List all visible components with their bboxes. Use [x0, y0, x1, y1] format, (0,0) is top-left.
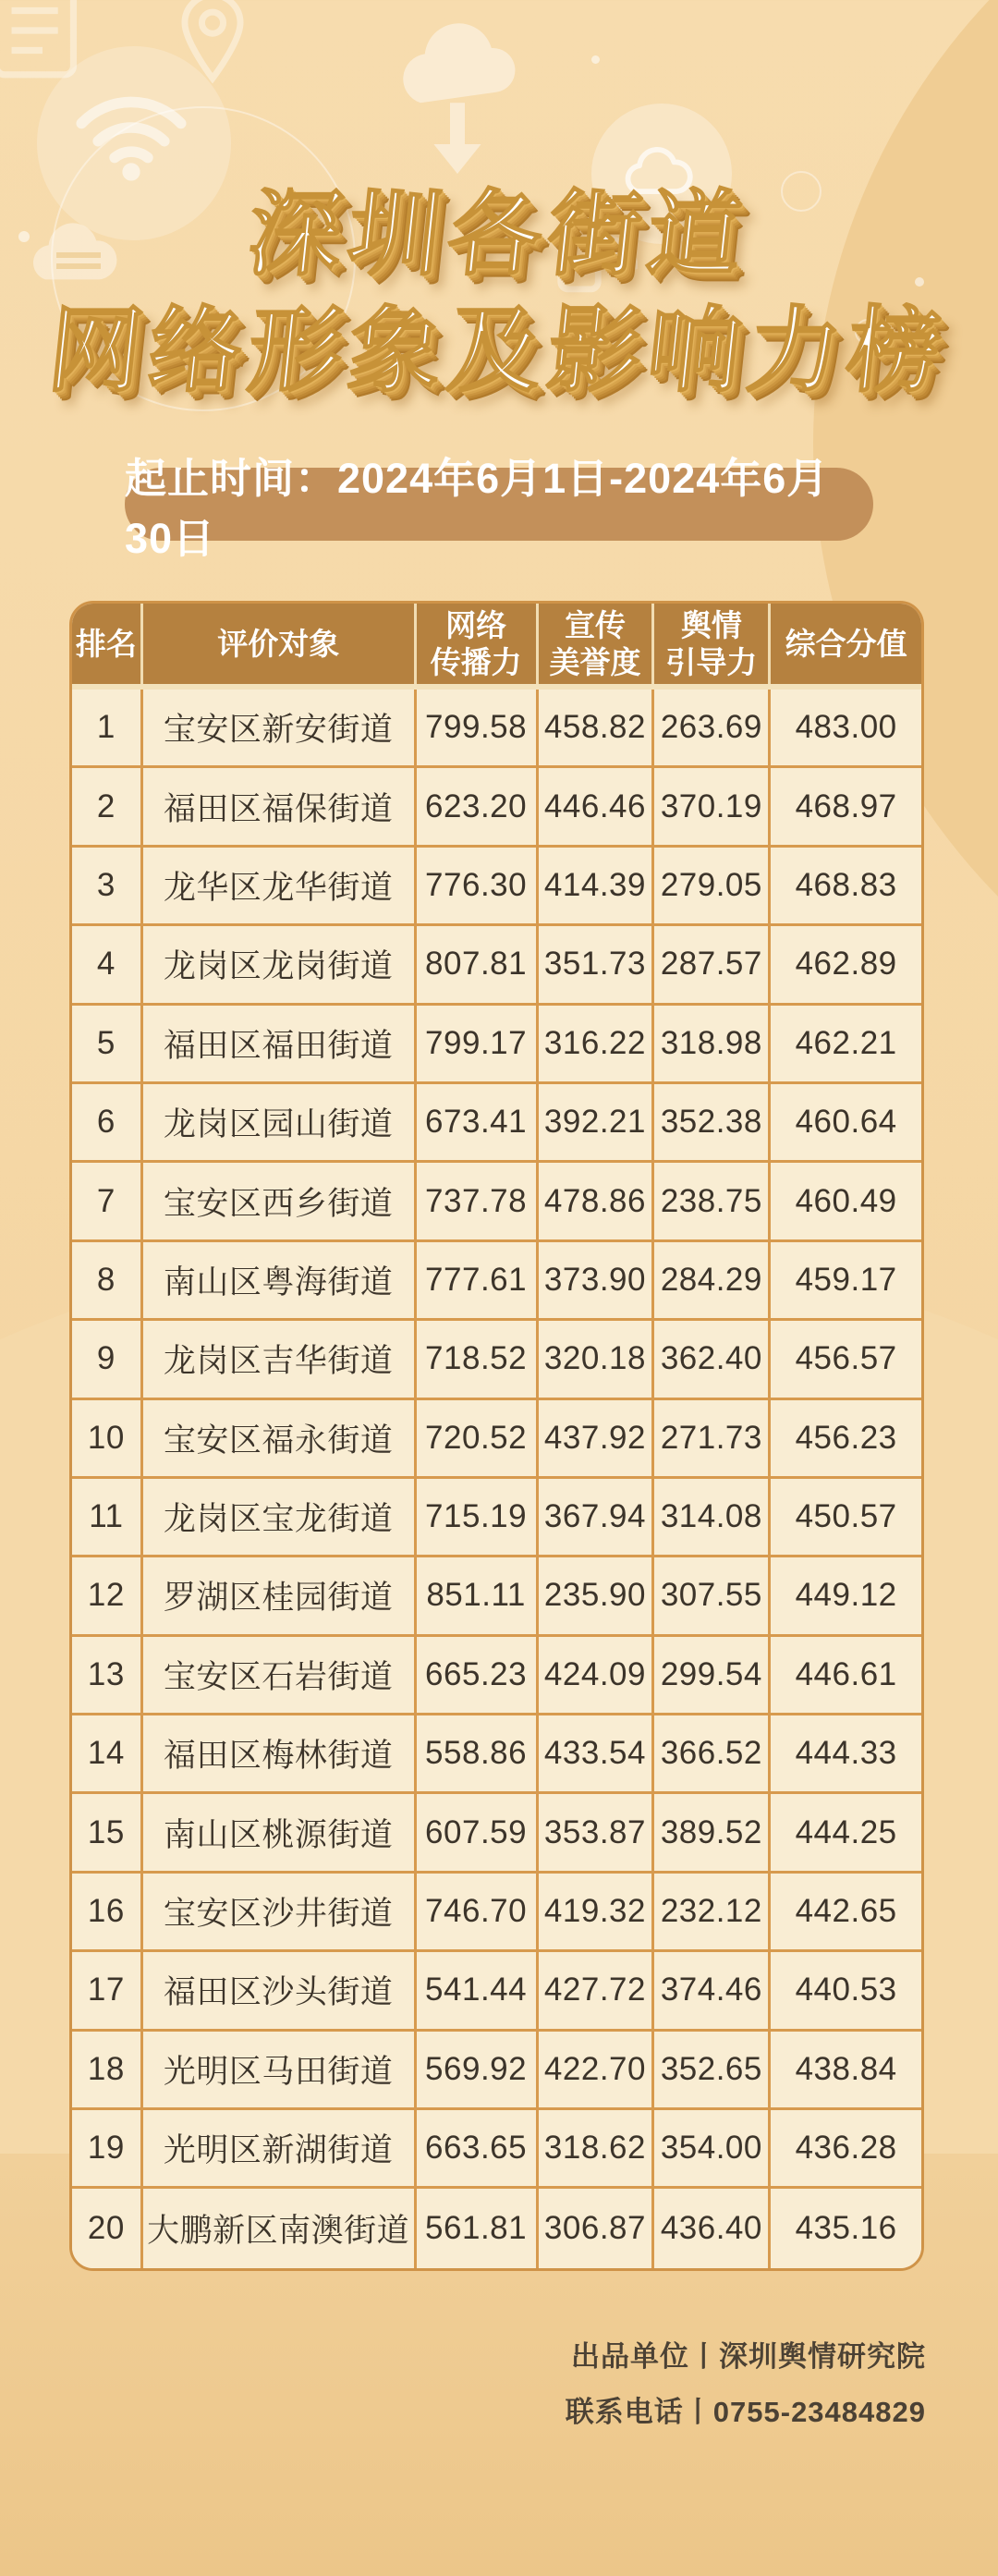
cell-publicity-reputation: 235.90: [539, 1557, 655, 1633]
cell-network-spread: 665.23: [417, 1637, 539, 1713]
cell-network-spread: 851.11: [417, 1557, 539, 1633]
cell-rank: 17: [72, 1952, 143, 2028]
decor-dot: [591, 55, 600, 64]
cell-street-name: 福田区梅林街道: [143, 1715, 417, 1791]
cell-street-name: 龙华区龙华街道: [143, 848, 417, 923]
cell-publicity-reputation: 414.39: [539, 848, 655, 923]
cell-network-spread: 718.52: [417, 1321, 539, 1397]
cell-rank: 13: [72, 1637, 143, 1713]
header-publicity-reputation-line1: 宣传: [564, 607, 626, 642]
cell-street-name: 宝安区石岩街道: [143, 1637, 417, 1713]
cell-opinion-guidance: 238.75: [654, 1163, 771, 1239]
cell-opinion-guidance: 299.54: [654, 1637, 771, 1713]
cell-street-name: 南山区桃源街道: [143, 1794, 417, 1870]
location-pin-icon: [174, 0, 251, 87]
cell-publicity-reputation: 318.62: [539, 2110, 655, 2186]
cell-rank: 4: [72, 926, 143, 1002]
cell-publicity-reputation: 316.22: [539, 1006, 655, 1081]
cell-rank: 1: [72, 690, 143, 765]
cell-publicity-reputation: 478.86: [539, 1163, 655, 1239]
cell-composite-score: 449.12: [795, 1577, 897, 1614]
table-row: [72, 1637, 921, 1715]
cell-street-name: 光明区新湖街道: [143, 2110, 417, 2186]
cell-network-spread: 799.58: [417, 690, 539, 765]
table-row: [72, 1952, 921, 2031]
cell-publicity-reputation: 392.21: [539, 1084, 655, 1160]
cell-composite-score: 468.97: [795, 787, 897, 824]
table-header-row: [72, 604, 921, 690]
cell-opinion-guidance: 307.55: [654, 1557, 771, 1633]
cell-composite-score: 456.23: [795, 1419, 897, 1456]
cell-network-spread: 569.92: [417, 2032, 539, 2107]
cell-street-name: 南山区粤海街道: [143, 1242, 417, 1318]
table-row: [72, 1557, 921, 1636]
cell-composite-score: 456.57: [795, 1340, 897, 1377]
cell-publicity-reputation: 351.73: [539, 926, 655, 1002]
cell-composite-score: 460.49: [795, 1182, 897, 1219]
cell-network-spread: 541.44: [417, 1952, 539, 2028]
period-text: 起止时间：2024年6月1日-2024年6月30日: [125, 454, 830, 562]
ranking-table: [69, 601, 924, 2271]
table-row: [72, 768, 921, 847]
table-row: [72, 2189, 921, 2267]
footer-producer: 出品单位丨深圳舆情研究院: [571, 2340, 926, 2373]
header-network-spread-line1: 网络: [445, 607, 507, 642]
cell-composite-score: 444.25: [795, 1813, 897, 1850]
header-composite-score-label: 综合分值: [785, 626, 907, 661]
cell-network-spread: 737.78: [417, 1163, 539, 1239]
header-opinion-guidance-line2: 引导力: [665, 644, 758, 679]
header-opinion-guidance: [654, 604, 771, 684]
header-network-spread-line2: 传播力: [430, 644, 522, 679]
cell-street-name: 光明区马田街道: [143, 2032, 417, 2107]
cell-street-name: 宝安区新安街道: [143, 690, 417, 765]
cell-publicity-reputation: 437.92: [539, 1400, 655, 1476]
cell-composite-score: 435.16: [795, 2210, 897, 2247]
cell-rank: 6: [72, 1084, 143, 1160]
cell-composite-score: 468.83: [795, 866, 897, 903]
cell-rank: 16: [72, 1874, 143, 1949]
cell-rank: 15: [72, 1794, 143, 1870]
cell-rank: 18: [72, 2032, 143, 2107]
cell-composite-score: 459.17: [795, 1261, 897, 1298]
cell-rank: 12: [72, 1557, 143, 1633]
cell-rank: 2: [72, 768, 143, 844]
cell-composite-score: 440.53: [795, 1972, 897, 2008]
cell-opinion-guidance: 279.05: [654, 848, 771, 923]
table-row: [72, 1400, 921, 1479]
table-row: [72, 2032, 921, 2110]
cell-rank: 3: [72, 848, 143, 923]
cell-rank: 8: [72, 1242, 143, 1318]
cell-rank: 20: [72, 2189, 143, 2267]
table-row: [72, 1715, 921, 1794]
cell-composite-score: 460.64: [795, 1104, 897, 1141]
page-title-line2: 网络形象及影响力榜: [43, 299, 953, 403]
cell-opinion-guidance: 366.52: [654, 1715, 771, 1791]
cell-publicity-reputation: 320.18: [539, 1321, 655, 1397]
cell-rank: 19: [72, 2110, 143, 2186]
table-row: [72, 926, 921, 1005]
cell-publicity-reputation: 306.87: [539, 2189, 655, 2267]
cell-street-name: 宝安区沙井街道: [143, 1874, 417, 1949]
cell-street-name: 大鹏新区南澳街道: [143, 2189, 417, 2267]
cell-opinion-guidance: 374.46: [654, 1952, 771, 2028]
cell-composite-score: 444.33: [795, 1735, 897, 1772]
table-row: [72, 1479, 921, 1557]
cell-street-name: 宝安区福永街道: [143, 1400, 417, 1476]
cell-publicity-reputation: 373.90: [539, 1242, 655, 1318]
header-publicity-reputation: [539, 604, 655, 684]
cell-street-name: 龙岗区园山街道: [143, 1084, 417, 1160]
table-row: [72, 1242, 921, 1321]
cell-opinion-guidance: 314.08: [654, 1479, 771, 1555]
table-row: [72, 2110, 921, 2189]
cell-network-spread: 777.61: [417, 1242, 539, 1318]
header-opinion-guidance-line1: 舆情: [680, 607, 742, 642]
cell-opinion-guidance: 284.29: [654, 1242, 771, 1318]
table-row: [72, 1321, 921, 1399]
cell-publicity-reputation: 419.32: [539, 1874, 655, 1949]
cell-composite-score: 436.28: [795, 2130, 897, 2167]
cell-composite-score: 446.61: [795, 1655, 897, 1692]
header-publicity-reputation-line2: 美誉度: [549, 644, 641, 679]
cell-opinion-guidance: 352.65: [654, 2032, 771, 2107]
cell-street-name: 福田区福田街道: [143, 1006, 417, 1081]
cell-publicity-reputation: 367.94: [539, 1479, 655, 1555]
cell-composite-score: 483.00: [795, 709, 897, 746]
cell-opinion-guidance: 287.57: [654, 926, 771, 1002]
cell-network-spread: 799.17: [417, 1006, 539, 1081]
cell-opinion-guidance: 318.98: [654, 1006, 771, 1081]
cell-composite-score: 442.65: [795, 1893, 897, 1930]
header-rank: [72, 604, 143, 684]
cell-network-spread: 673.41: [417, 1084, 539, 1160]
cell-opinion-guidance: 232.12: [654, 1874, 771, 1949]
cell-network-spread: 558.86: [417, 1715, 539, 1791]
footer-phone: 联系电话丨0755-23484829: [565, 2396, 926, 2428]
cell-street-name: 龙岗区龙岗街道: [143, 926, 417, 1002]
cell-publicity-reputation: 424.09: [539, 1637, 655, 1713]
cell-publicity-reputation: 446.46: [539, 768, 655, 844]
table-row: [72, 690, 921, 768]
cell-street-name: 福田区福保街道: [143, 768, 417, 844]
cell-opinion-guidance: 370.19: [654, 768, 771, 844]
cell-rank: 5: [72, 1006, 143, 1081]
header-evaluated-object-label: 评价对象: [217, 626, 340, 661]
period-banner: [125, 454, 873, 562]
cell-street-name: 龙岗区吉华街道: [143, 1321, 417, 1397]
cell-rank: 14: [72, 1715, 143, 1791]
header-evaluated-object: [143, 604, 417, 684]
cell-street-name: 宝安区西乡街道: [143, 1163, 417, 1239]
table-row: [72, 1006, 921, 1084]
cell-opinion-guidance: 354.00: [654, 2110, 771, 2186]
header-network-spread: [417, 604, 539, 684]
cell-rank: 11: [72, 1479, 143, 1555]
table-row: [72, 1794, 921, 1873]
cell-publicity-reputation: 427.72: [539, 1952, 655, 2028]
cell-street-name: 罗湖区桂园街道: [143, 1557, 417, 1633]
table-row: [72, 1084, 921, 1163]
header-rank-label: 排名: [75, 626, 137, 661]
cell-opinion-guidance: 436.40: [654, 2189, 771, 2267]
cell-network-spread: 623.20: [417, 768, 539, 844]
cell-composite-score: 462.21: [795, 1024, 897, 1061]
cell-opinion-guidance: 352.38: [654, 1084, 771, 1160]
cell-opinion-guidance: 271.73: [654, 1400, 771, 1476]
page-title-line1: 深圳各街道: [243, 183, 753, 287]
cell-network-spread: 607.59: [417, 1794, 539, 1870]
cell-composite-score: 438.84: [795, 2050, 897, 2087]
cell-rank: 7: [72, 1163, 143, 1239]
cell-network-spread: 663.65: [417, 2110, 539, 2186]
cell-network-spread: 720.52: [417, 1400, 539, 1476]
cell-opinion-guidance: 362.40: [654, 1321, 771, 1397]
cell-network-spread: 715.19: [417, 1479, 539, 1555]
table-body: [72, 690, 921, 2268]
cell-rank: 9: [72, 1321, 143, 1397]
cell-network-spread: 746.70: [417, 1874, 539, 1949]
cell-composite-score: 462.89: [795, 946, 897, 983]
cell-network-spread: 776.30: [417, 848, 539, 923]
table-row: [72, 848, 921, 926]
footer: [566, 2329, 926, 2440]
table-row: [72, 1874, 921, 1952]
cell-composite-score: 450.57: [795, 1498, 897, 1535]
cell-network-spread: 807.81: [417, 926, 539, 1002]
cell-publicity-reputation: 433.54: [539, 1715, 655, 1791]
cell-publicity-reputation: 353.87: [539, 1794, 655, 1870]
cell-publicity-reputation: 458.82: [539, 690, 655, 765]
cell-street-name: 龙岗区宝龙街道: [143, 1479, 417, 1555]
table-row: [72, 1163, 921, 1241]
cell-publicity-reputation: 422.70: [539, 2032, 655, 2107]
document-icon: [0, 0, 98, 81]
cell-street-name: 福田区沙头街道: [143, 1952, 417, 2028]
header-composite-score: [771, 604, 921, 684]
cell-opinion-guidance: 263.69: [654, 690, 771, 765]
cell-network-spread: 561.81: [417, 2189, 539, 2267]
cell-rank: 10: [72, 1400, 143, 1476]
cell-opinion-guidance: 389.52: [654, 1794, 771, 1870]
